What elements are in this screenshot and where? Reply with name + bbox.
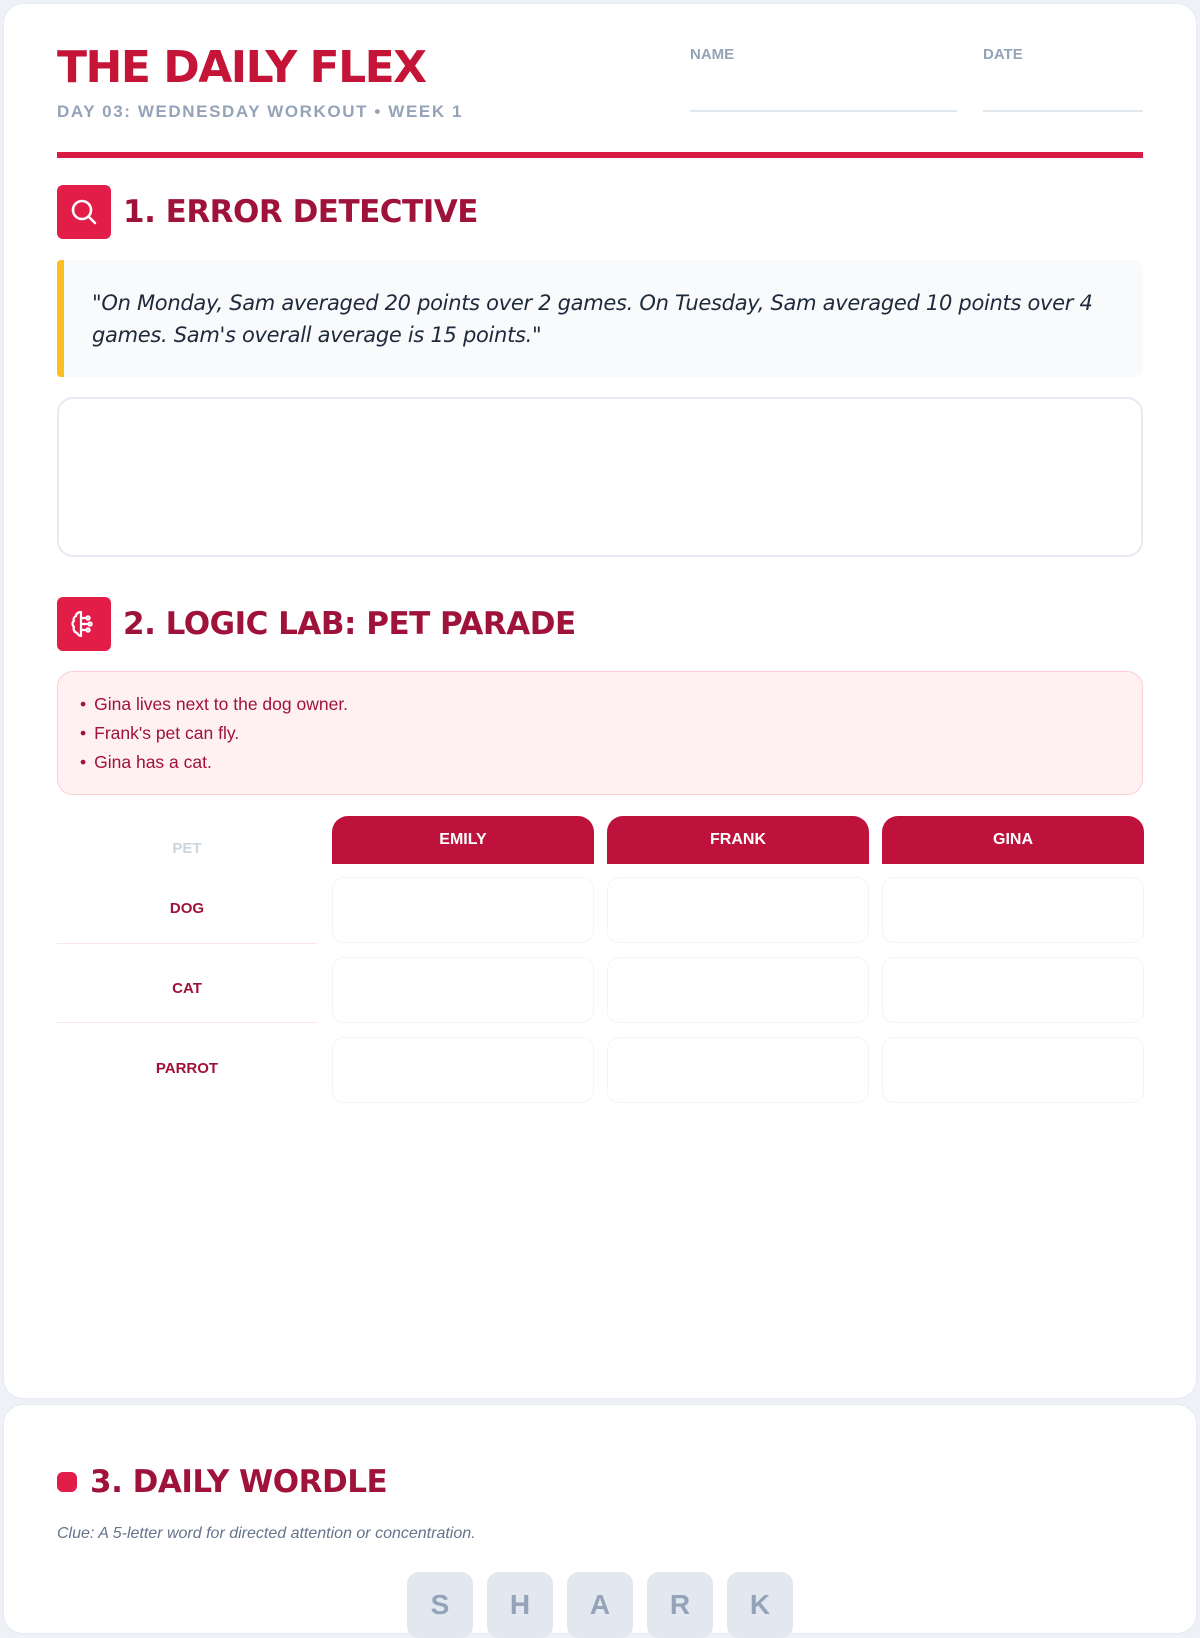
grid-cell-cat-gina[interactable] bbox=[882, 957, 1144, 1023]
brain-icon bbox=[57, 597, 111, 651]
row-label-cat: CAT bbox=[172, 980, 202, 997]
error-answer-box[interactable] bbox=[57, 397, 1143, 557]
magnifier-icon bbox=[57, 185, 111, 239]
clue-item: • Frank's pet can fly. bbox=[80, 719, 1142, 748]
section-2-title: 2. LOGIC LAB: PET PARADE bbox=[123, 606, 576, 642]
grid-cell-parrot-gina[interactable] bbox=[882, 1037, 1144, 1103]
quote-text: "On Monday, Sam averaged 20 points over 2 games. On Tuesday, Sam averaged 10 points over 4 games. Sam's overall average is 15 points." bbox=[92, 291, 1093, 347]
wordle-tile[interactable]: K bbox=[727, 1572, 793, 1638]
page-subtitle: DAY 03: WEDNESDAY WORKOUT • WEEK 1 bbox=[57, 102, 464, 121]
error-quote bbox=[57, 260, 1143, 377]
grid-cell-cat-emily[interactable] bbox=[332, 957, 594, 1023]
wordle-clue: Clue: A 5-letter word for directed attention or concentration. bbox=[57, 1525, 476, 1542]
row-label-dog: DOG bbox=[169, 900, 205, 917]
wordle-tile[interactable]: H bbox=[487, 1572, 553, 1638]
header-divider bbox=[57, 152, 1143, 158]
wordle-tile[interactable]: S bbox=[407, 1572, 473, 1638]
grid-cell-cat-frank[interactable] bbox=[607, 957, 869, 1023]
grid-cell-dog-frank[interactable] bbox=[607, 877, 869, 943]
wordle-tile[interactable]: A bbox=[567, 1572, 633, 1638]
section-3-bullet-icon bbox=[57, 1472, 77, 1492]
row-divider bbox=[57, 943, 317, 944]
column-header-gina: GINA bbox=[882, 816, 1144, 864]
date-field[interactable] bbox=[983, 110, 1143, 112]
section-3-title: 3. DAILY WORDLE bbox=[90, 1464, 388, 1500]
grid-corner-label: PET bbox=[172, 840, 202, 857]
row-divider bbox=[57, 1022, 317, 1023]
name-field[interactable] bbox=[690, 110, 957, 112]
wordle-tile[interactable]: R bbox=[647, 1572, 713, 1638]
date-label: DATE bbox=[983, 46, 1023, 63]
grid-cell-parrot-emily[interactable] bbox=[332, 1037, 594, 1103]
row-label-parrot: PARROT bbox=[155, 1060, 219, 1077]
grid-cell-dog-gina[interactable] bbox=[882, 877, 1144, 943]
grid-cell-parrot-frank[interactable] bbox=[607, 1037, 869, 1103]
page-title: THE DAILY FLEX bbox=[57, 42, 426, 93]
clue-item: • Gina lives next to the dog owner. bbox=[80, 690, 1142, 719]
name-label: NAME bbox=[690, 46, 735, 63]
logic-clues bbox=[57, 671, 1143, 795]
section-1-title: 1. ERROR DETECTIVE bbox=[123, 194, 478, 230]
grid-cell-dog-emily[interactable] bbox=[332, 877, 594, 943]
column-header-emily: EMILY bbox=[332, 816, 594, 864]
column-header-frank: FRANK bbox=[607, 816, 869, 864]
clue-item: • Gina has a cat. bbox=[80, 748, 1142, 777]
